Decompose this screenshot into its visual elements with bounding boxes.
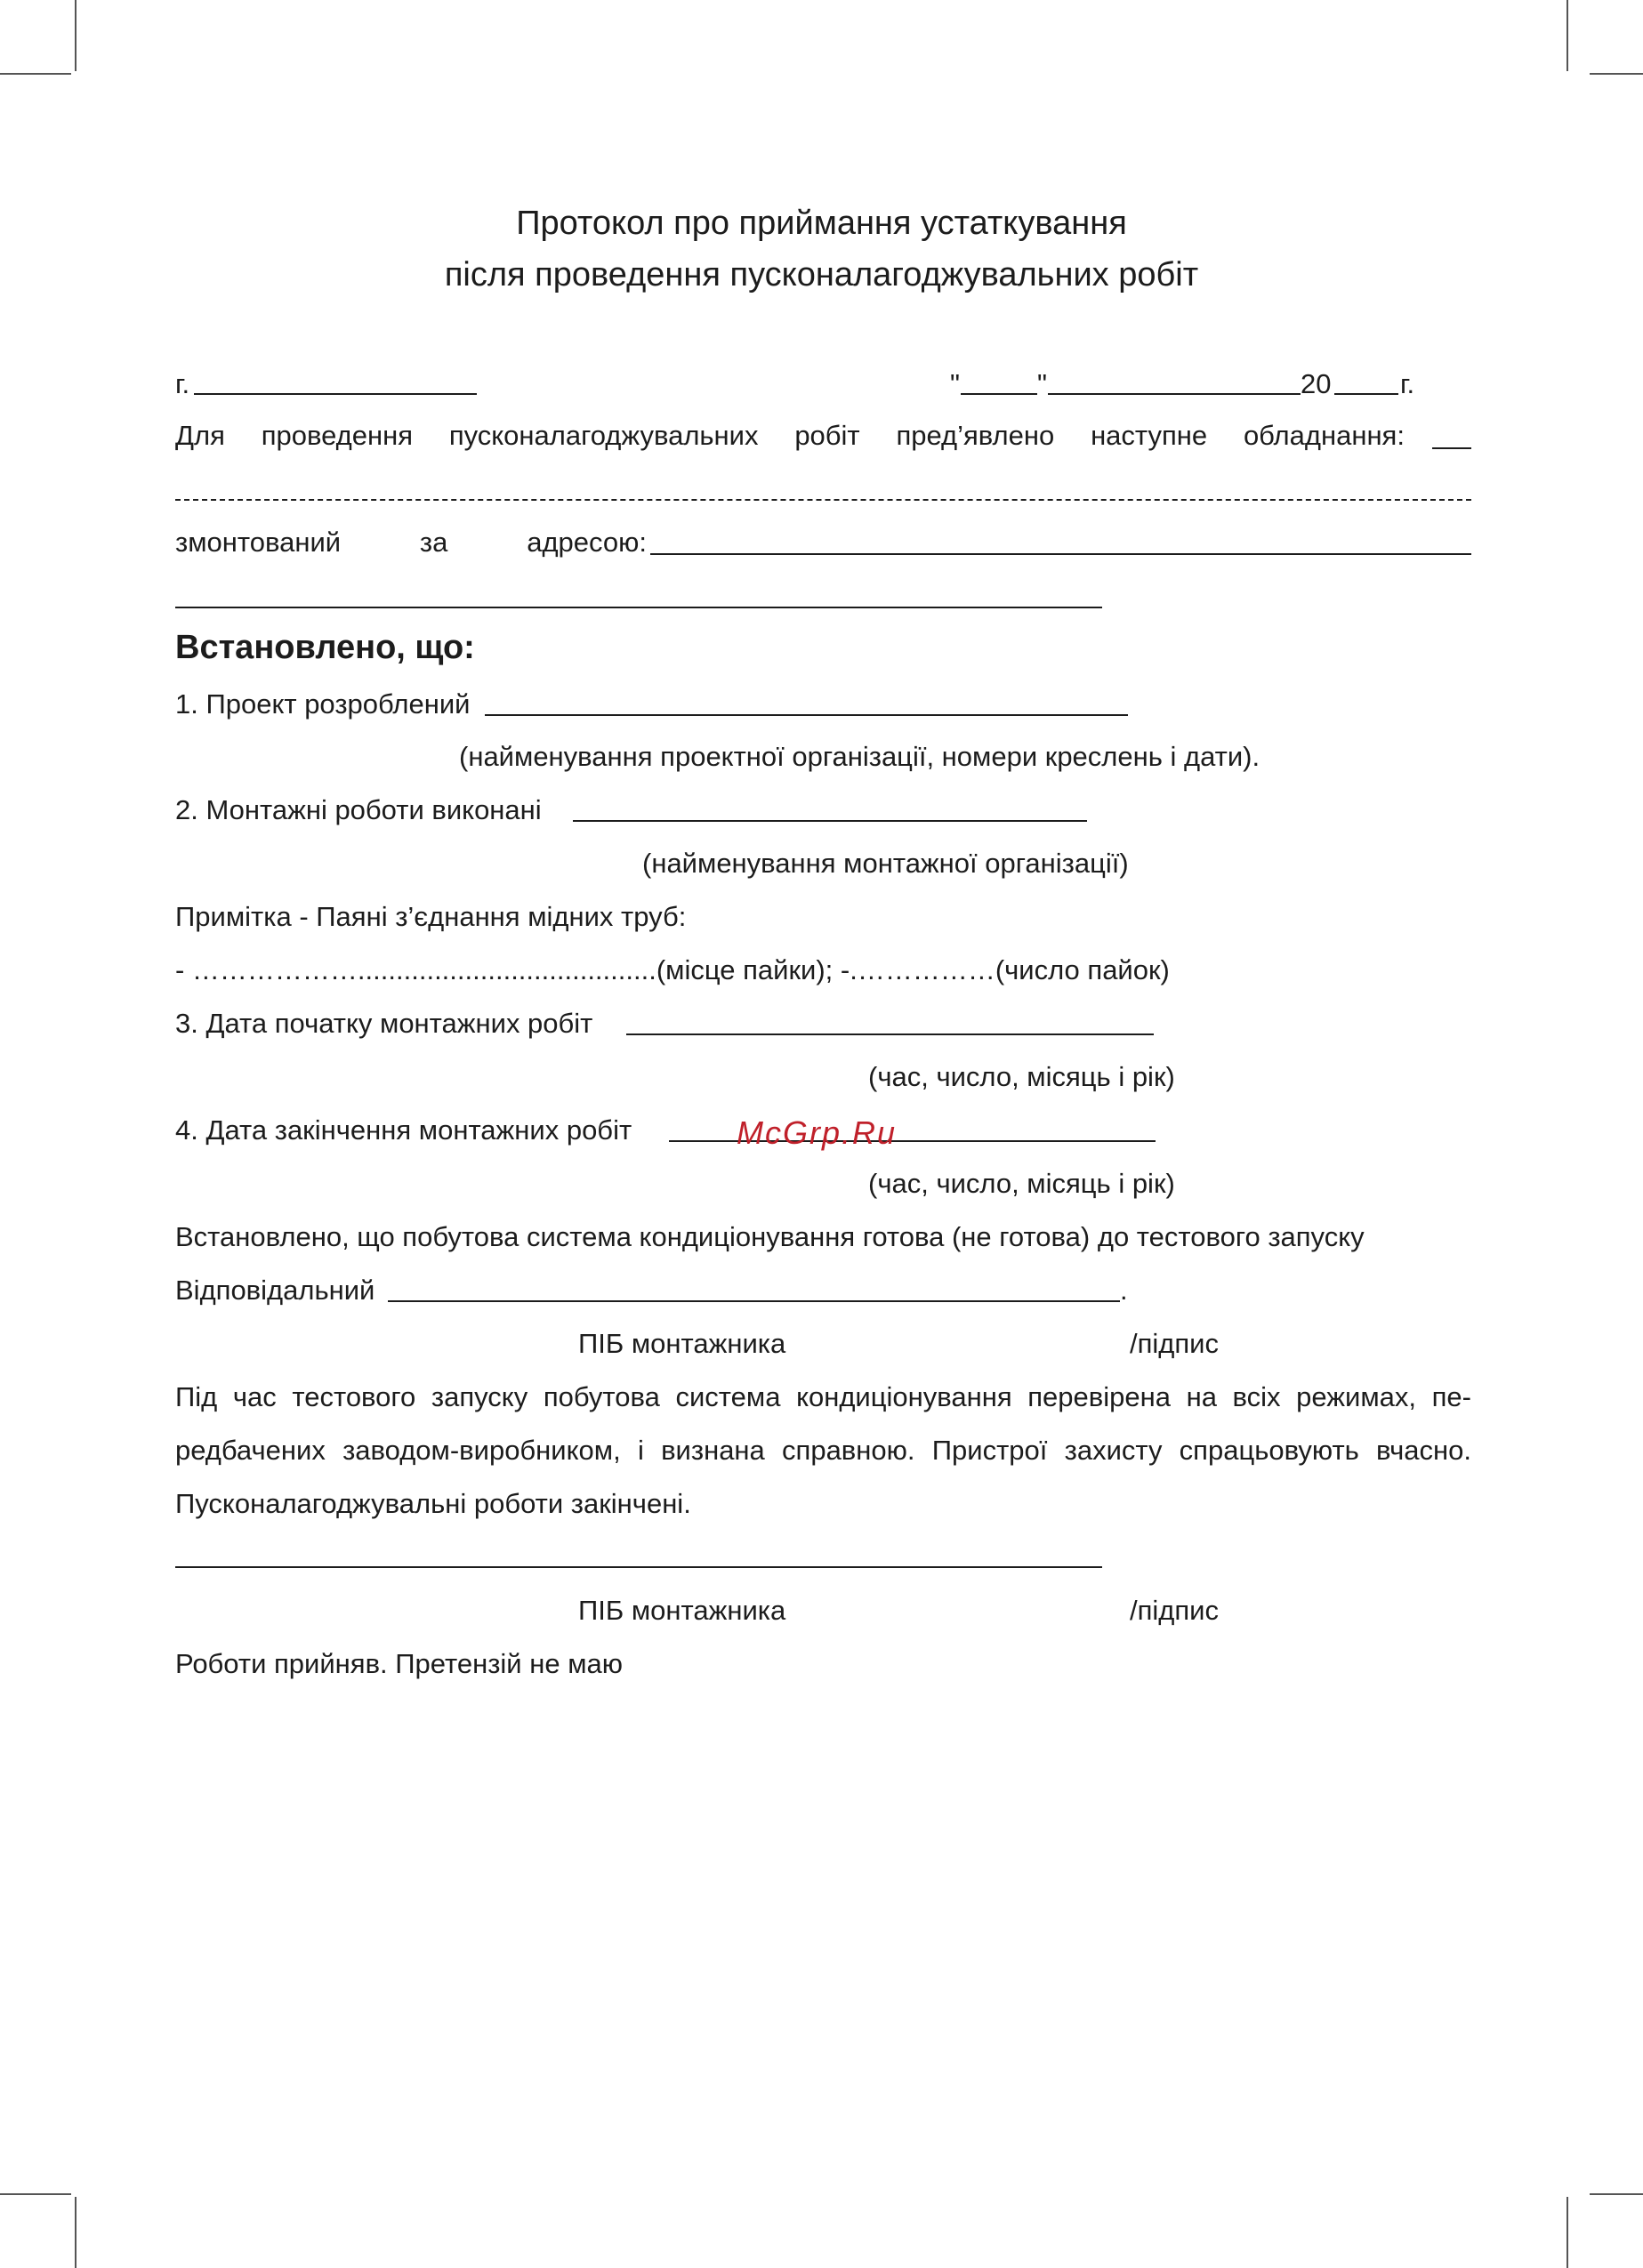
crop-mark [1590, 73, 1643, 75]
signature-label: /підпис [1130, 1328, 1219, 1359]
installer-signature-blank-line[interactable] [175, 1566, 1102, 1568]
crop-mark [0, 73, 71, 75]
document-title-line2: після проведення пусконалагоджувальних робіт [444, 256, 1199, 294]
date-quote-open: " [950, 368, 961, 399]
note-label: Примітка - Паяні з’єднання мідних труб: [175, 901, 687, 932]
item3-hint: (час, число, місяць і рік) [868, 1061, 1175, 1092]
responsible-label: Відповідальний [175, 1275, 375, 1306]
date-day-blank[interactable] [961, 393, 1037, 395]
crop-mark [0, 2193, 71, 2195]
responsible-blank-line[interactable] [388, 1300, 1120, 1302]
crop-mark [75, 0, 77, 71]
address-blank-line[interactable] [650, 553, 1471, 555]
accepted-text: Роботи прийняв. Претензій не маю [175, 1648, 624, 1679]
equipment-word: проведення [261, 420, 413, 451]
item1-label: 1. Проект розроблений [175, 688, 471, 720]
test-paragraph-line2: редбачених заводом-виробником, і визнана справною. Пристрої захисту спрацьовують вчасно. [175, 1435, 1471, 1466]
test-paragraph-line3: Пусконалагоджувальні роботи закінчені. [175, 1488, 691, 1519]
equipment-word: Для [175, 420, 225, 451]
date-month-blank[interactable] [1048, 393, 1301, 395]
equipment-row [175, 418, 1405, 454]
item1-blank-line[interactable] [485, 714, 1128, 716]
item4-label: 4. Дата закінчення монтажних робіт [175, 1114, 632, 1146]
item2-blank-line[interactable] [573, 820, 1087, 822]
city-blank-line[interactable] [194, 393, 477, 395]
crop-mark [1566, 2197, 1568, 2268]
installer-name-label: ПІБ монтажника [578, 1595, 786, 1626]
date-year-suffix: г. [1400, 368, 1415, 399]
equipment-blank-short[interactable] [1432, 447, 1471, 449]
equipment-word: робіт [794, 420, 860, 451]
readiness-text: Встановлено, що побутова система кондиціонування готова (не готова) до тестового запуску [175, 1221, 1365, 1252]
item2-label: 2. Монтажні роботи виконані [175, 794, 542, 825]
date-quote-close: " [1037, 368, 1048, 399]
equipment-word: пусконалагоджувальних [448, 420, 759, 451]
crop-mark [1566, 0, 1568, 71]
address-row [175, 525, 647, 560]
address-word: змонтований [175, 527, 342, 558]
crop-mark [75, 2197, 77, 2268]
crop-mark [1590, 2193, 1643, 2195]
responsible-end: . [1120, 1275, 1128, 1306]
signature-label: /підпис [1130, 1595, 1219, 1626]
equipment-word: обладнання: [1243, 420, 1405, 451]
item2-hint: (найменування монтажної організації) [642, 848, 1129, 879]
test-paragraph-line1: Під час тестового запуску побутова система кондиціонування перевірена на всіх режимах, пе- [175, 1381, 1471, 1412]
watermark: McGrp.Ru [737, 1114, 898, 1151]
item3-label: 3. Дата початку монтажних робіт [175, 1008, 593, 1039]
city-label: г. [175, 368, 190, 399]
item1-hint: (найменування проектної організації, номери креслень і дати). [459, 741, 1260, 772]
item3-blank-line[interactable] [626, 1033, 1154, 1035]
address-word: за [419, 527, 448, 558]
address-word: адресою: [527, 527, 647, 558]
item4-hint: (час, число, місяць і рік) [868, 1168, 1175, 1199]
established-heading: Встановлено, що: [175, 629, 475, 666]
installer-name-label: ПІБ монтажника [578, 1328, 786, 1359]
equipment-word: наступне [1091, 420, 1208, 451]
note-line: - ……………….......................................(місце пайки); -.……………(число пайок) [175, 954, 1170, 985]
document-title-line1: Протокол про приймання устаткування [516, 205, 1127, 242]
date-year-prefix: 20 [1301, 368, 1332, 399]
equipment-blank-dashed[interactable] [175, 499, 1471, 501]
equipment-word: пред’явлено [896, 420, 1055, 451]
date-year-blank[interactable] [1334, 393, 1398, 395]
address-blank-line-2[interactable] [175, 607, 1102, 608]
